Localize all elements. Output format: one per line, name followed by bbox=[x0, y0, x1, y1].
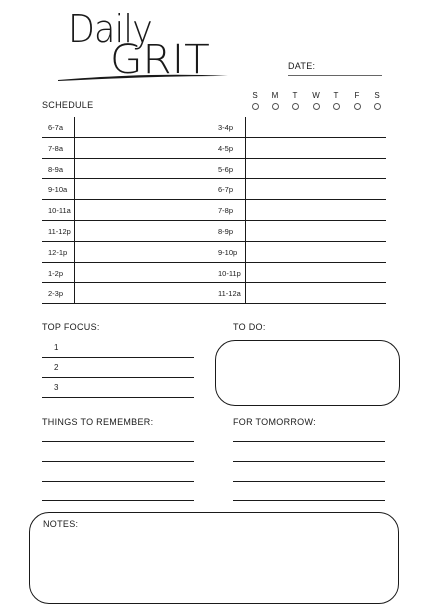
day-checkbox[interactable] bbox=[374, 103, 381, 110]
things-to-remember-label: THINGS TO REMEMBER: bbox=[42, 417, 154, 427]
tomorrow-line[interactable] bbox=[233, 461, 385, 462]
date-label: DATE: bbox=[288, 61, 316, 71]
time-slot-label: 10-11a bbox=[48, 206, 71, 216]
focus-item[interactable] bbox=[42, 378, 194, 398]
tomorrow-line[interactable] bbox=[233, 441, 385, 442]
day-checkbox[interactable] bbox=[333, 103, 340, 110]
focus-item-number: 3 bbox=[54, 383, 59, 392]
time-slot-label: 10-11p bbox=[218, 268, 241, 278]
day-thursday[interactable] bbox=[330, 91, 342, 110]
time-slot-label: 11-12a bbox=[218, 289, 241, 299]
todo-label: TO DO: bbox=[233, 322, 266, 332]
time-slot-label: 8-9p bbox=[218, 226, 234, 236]
day-letter: T bbox=[333, 91, 339, 100]
day-sunday[interactable] bbox=[249, 91, 261, 110]
time-slot-label: 5-6p bbox=[218, 164, 234, 174]
day-monday[interactable] bbox=[269, 91, 281, 110]
time-slot-label: 12-1p bbox=[48, 247, 68, 257]
day-checkbox[interactable] bbox=[272, 103, 279, 110]
schedule-row[interactable] bbox=[42, 221, 386, 242]
schedule-row[interactable] bbox=[42, 179, 386, 200]
day-letter: S bbox=[252, 91, 258, 100]
focus-item[interactable] bbox=[42, 338, 194, 358]
schedule-row[interactable] bbox=[42, 117, 386, 138]
day-letter: F bbox=[354, 91, 360, 100]
time-slot-label: 6-7p bbox=[218, 185, 234, 195]
schedule-label: SCHEDULE bbox=[42, 100, 94, 110]
day-friday[interactable] bbox=[351, 91, 363, 110]
notes-box[interactable] bbox=[29, 512, 399, 604]
time-slot-label: 7-8p bbox=[218, 206, 234, 216]
day-checkbox[interactable] bbox=[252, 103, 259, 110]
schedule-row[interactable] bbox=[42, 138, 386, 159]
schedule-row[interactable] bbox=[42, 200, 386, 221]
time-slot-label: 9-10a bbox=[48, 185, 68, 195]
day-wednesday[interactable] bbox=[310, 91, 322, 110]
remember-line[interactable] bbox=[42, 441, 194, 442]
title-grit: GRIT bbox=[110, 37, 210, 83]
day-letter: T bbox=[292, 91, 298, 100]
time-slot-label: 11-12p bbox=[48, 226, 71, 236]
schedule-row[interactable] bbox=[42, 242, 386, 263]
schedule-grid bbox=[42, 117, 386, 304]
remember-line[interactable] bbox=[42, 500, 194, 501]
notes-label: NOTES: bbox=[43, 519, 79, 529]
day-checkbox[interactable] bbox=[292, 103, 299, 110]
remember-line[interactable] bbox=[42, 481, 194, 482]
day-checkbox[interactable] bbox=[354, 103, 361, 110]
time-slot-label: 4-5p bbox=[218, 143, 234, 153]
tomorrow-line[interactable] bbox=[233, 481, 385, 482]
tomorrow-line[interactable] bbox=[233, 500, 385, 501]
schedule-row[interactable] bbox=[42, 283, 386, 304]
day-saturday[interactable] bbox=[371, 91, 383, 110]
schedule-row[interactable] bbox=[42, 159, 386, 180]
todo-box[interactable] bbox=[215, 340, 400, 406]
for-tomorrow-label: FOR TOMORROW: bbox=[233, 417, 316, 427]
time-slot-label: 7-8a bbox=[48, 143, 64, 153]
weekday-selector bbox=[248, 91, 388, 113]
time-slot-label: 2-3p bbox=[48, 289, 64, 299]
focus-item-number: 1 bbox=[54, 343, 59, 352]
schedule-row[interactable] bbox=[42, 263, 386, 284]
day-letter: M bbox=[271, 91, 279, 100]
day-checkbox[interactable] bbox=[313, 103, 320, 110]
date-field[interactable] bbox=[288, 75, 382, 76]
focus-item-number: 2 bbox=[54, 363, 59, 372]
top-focus-label: TOP FOCUS: bbox=[42, 322, 100, 332]
remember-line[interactable] bbox=[42, 461, 194, 462]
title-daily: Daily bbox=[68, 7, 152, 51]
title-underline-swash bbox=[56, 70, 231, 84]
day-tuesday[interactable] bbox=[289, 91, 301, 110]
time-slot-label: 1-2p bbox=[48, 268, 64, 278]
day-letter: S bbox=[374, 91, 380, 100]
day-letter: W bbox=[312, 91, 320, 100]
time-slot-label: 8-9a bbox=[48, 164, 64, 174]
time-slot-label: 6-7a bbox=[48, 123, 64, 132]
time-slot-label: 9-10p bbox=[218, 247, 238, 257]
focus-item[interactable] bbox=[42, 358, 194, 378]
time-slot-label: 3-4p bbox=[218, 123, 234, 132]
